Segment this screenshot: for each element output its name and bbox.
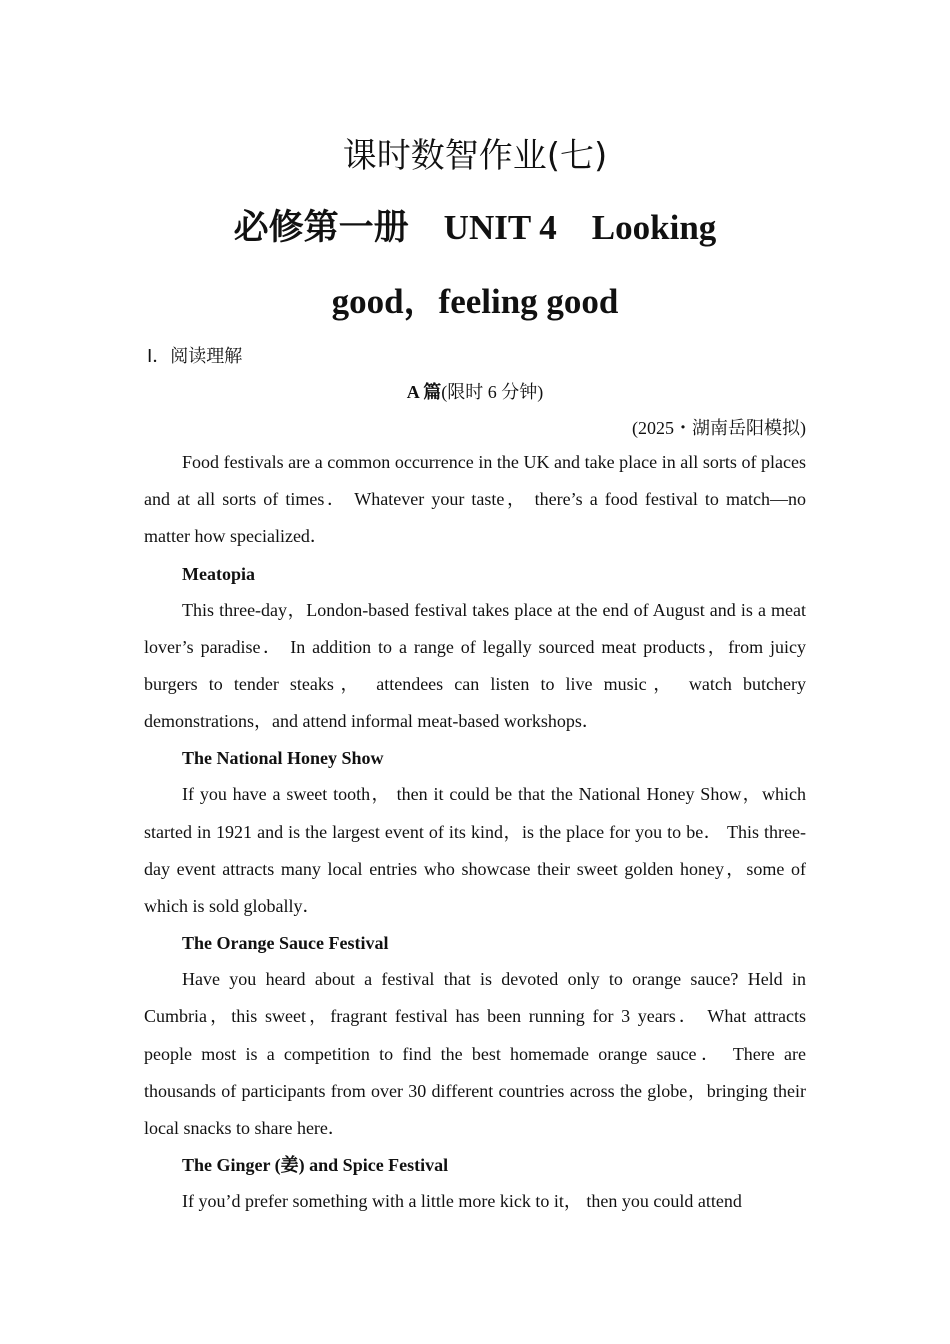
passage-source: (2025・湖南岳阳模拟)	[632, 418, 806, 438]
unit-title: 必修第一册 UNIT 4 Looking	[233, 208, 717, 247]
festival-paragraph: Have you heard about a festival that is devoted only to orange sauce? Held in Cumbria，this sweet，fragrant festival has been running for 3 years． What attracts people most is a competition to find the best homemade orange sauce． There are thousands of participants from over 30 different countries across the globe，bringing their local snacks to share here．	[144, 969, 806, 1139]
passage-name: A 篇	[406, 382, 442, 402]
intro-paragraph: Food festivals are a common occurrence in the UK and take place in all sorts of places and at all sorts of times． Whatever your taste， there’s a food festival to match—no matter how specialized．	[144, 452, 806, 547]
unit-subtitle: good，feeling good	[331, 282, 619, 321]
festival-heading: The Ginger (姜) and Spice Festival	[182, 1155, 449, 1176]
passage-time-limit: (限时 6 分钟)	[441, 382, 544, 402]
section-heading: Ⅰ．阅读理解	[147, 346, 243, 367]
festival-paragraph: This three-day，London-based festival takes place at the end of August and is a meat lover’s paradise． In addition to a range of legally sourced meat products，from juicy burgers to tender steaks， attendees can listen to live music， watch butchery demonstrations，and attend informal meat-based workshops．	[144, 599, 806, 732]
page-title: 课时数智作业(七)	[342, 136, 608, 176]
festival-heading: Meatopia	[182, 563, 255, 584]
festival-paragraph: If you’d prefer something with a little more kick to it， then you could attend	[182, 1191, 742, 1212]
festival-heading: The Orange Sauce Festival	[182, 933, 389, 954]
passage-body	[144, 444, 806, 1220]
festival-heading: The National Honey Show	[182, 748, 384, 769]
passage-heading	[0, 378, 950, 404]
festival-paragraph: If you have a sweet tooth， then it could be that the National Honey Show，which started in 1921 and is the largest event of its kind，is the place for you to be． This three-day event attracts many local entries who showcase their sweet golden honey，some of which is sold globally．	[144, 784, 806, 917]
